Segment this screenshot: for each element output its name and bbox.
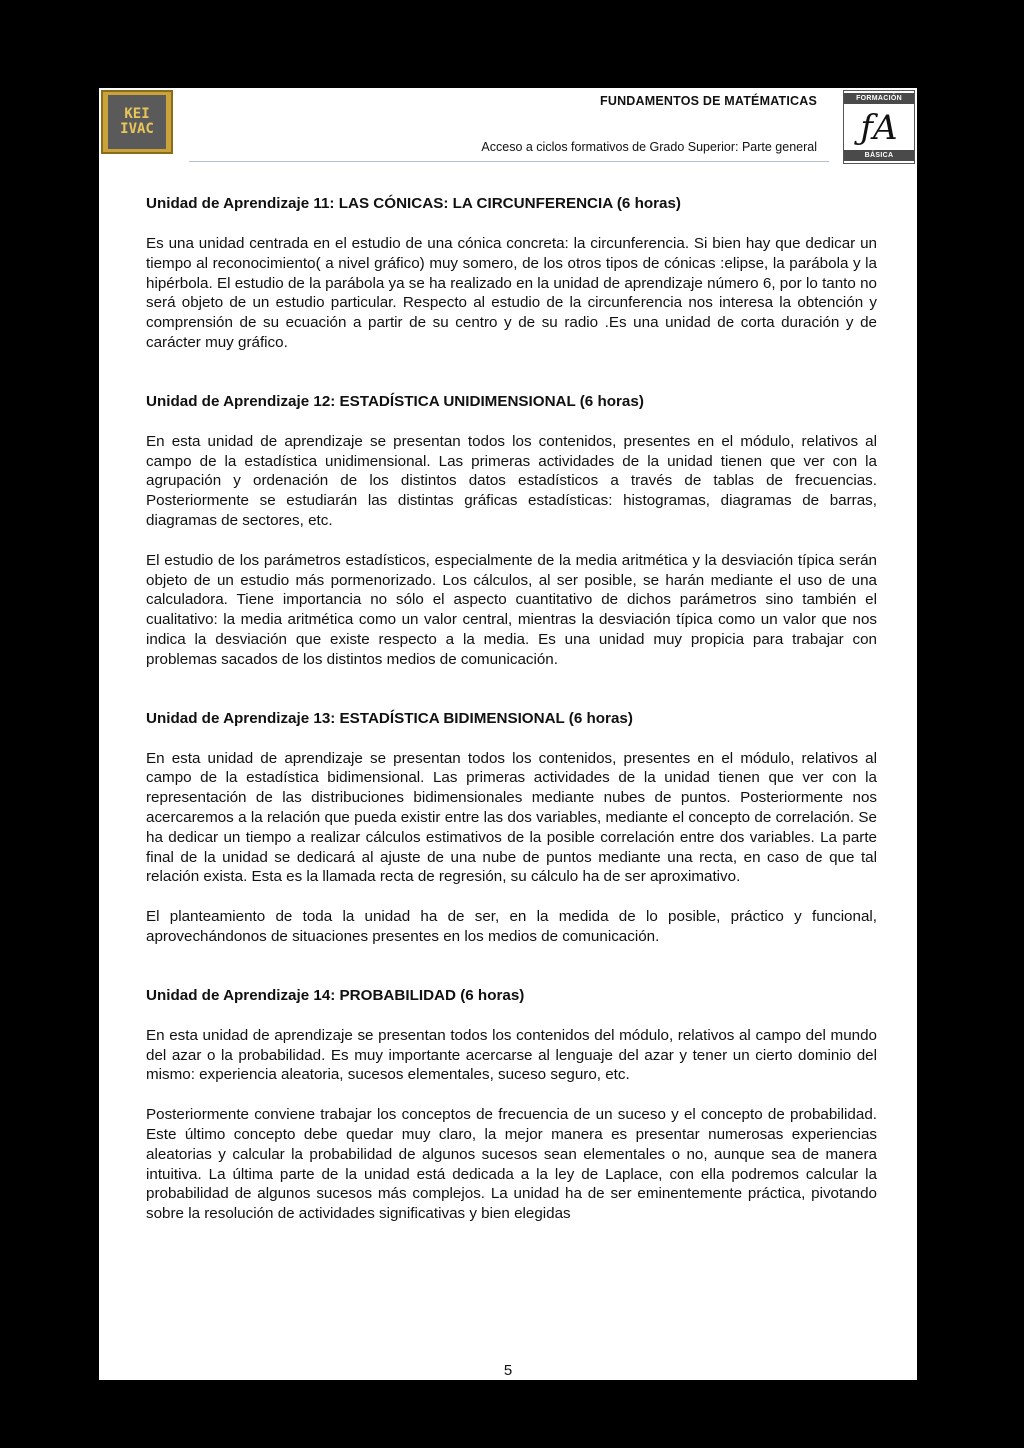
page-number: 5 — [503, 1362, 513, 1379]
section-heading-13: Unidad de Aprendizaje 13: ESTADÍSTICA BIDIMENSIONAL (6 horas) — [146, 709, 633, 727]
logo-left-inner — [108, 95, 166, 149]
section-heading-12: Unidad de Aprendizaje 12: ESTADÍSTICA UNIDIMENSIONAL (6 horas) — [146, 392, 644, 410]
institution-logo-left — [101, 90, 173, 154]
logo-right-bottom-label: BÁSICA — [844, 150, 914, 161]
section-heading-11: Unidad de Aprendizaje 11: LAS CÓNICAS: LA CIRCUNFERENCIA (6 horas) — [146, 195, 681, 212]
section-14-paragraph-2: Posteriormente conviene trabajar los conceptos de frecuencia de un suceso y el concepto de probabilidad. Este último concepto debe quedar muy claro, la mejor manera es presentar numerosas experiencias aleatorias y calcular la probabilidad de algunos sucesos sean elementales o no, aunque sea de manera intuitiva. La última parte de la unidad está dedicada a la ley de Laplace, con ella podremos calcular la probabilidad de algunos sucesos más complejos. La unidad ha de ser eminentemente práctica, pivotando sobre la resolución de actividades significativas y bien elegidas — [146, 1106, 877, 1223]
section-13-paragraph-2: El planteamiento de toda la unidad ha de ser, en la medida de lo posible, práctico y funcional, aprovechándonos de situaciones presentes en los medios de comunicación. — [146, 908, 877, 945]
logo-left-line-1: KEI — [124, 106, 150, 122]
document-page — [99, 88, 917, 1380]
section-13-paragraph-1: En esta unidad de aprendizaje se presentan todos los contenidos, presentes en el módulo, relativos al campo de la estadística bidimensional. Las primeras actividades de la unidad tienen que ver con la representación de las distribuciones bidimensionales mediante nubes de puntos. Posteriormente nos acercaremos a la relación que pueda existir entre las dos variables, mediante el concepto de correlación. Se ha dedicar un tiempo a realizar cálculos estimativos de la posible correlación entre dos variables. La parte final de la unidad se dedicará al ajuste de una nube de puntos mediante una recta, en caso de que tal relación exista. Esta es la llamada recta de regresión, su cálculo ha de ser aproximativo. — [146, 749, 877, 886]
section-11-paragraph-1: Es una unidad centrada en el estudio de una cónica concreta: la circunferencia. Si bien hay que dedicar un tiempo al reconocimiento( a nivel gráfico) muy somero, de los otros tipos de cónicas :elipse, la parábola y la hipérbola. El estudio de la parábola ya se ha realizado en la unidad de aprendizaje número 6, por lo tanto no será objeto de un estudio particular. Respecto al estudio de la circunferencia nos interesa la obtención y comprensión de su ecuación a partir de su centro y de su radio .Es una unidad de corta duración y de carácter muy gráfico. — [146, 235, 877, 351]
document-body — [146, 194, 877, 1224]
header-title: FUNDAMENTOS DE MATÉMATICAS — [600, 94, 817, 108]
formacion-basica-logo — [843, 90, 915, 164]
section-12-paragraph-2: El estudio de los parámetros estadísticos, especialmente de la media aritmética y la desviación típica serán objeto de un estudio más pormenorizado. Los cálculos, al ser posible, se harán mediante el uso de una calculadora. Tiene importancia no sólo el aspecto cuantitativo de dichos parámetros sino también el cualitativo: la media aritmética como un valor central, mientras la desviación típica como un valor que nos indica la desviación que existe respecto a la media. Es una unidad muy propicia para trabajar con problemas sacados de los distintos medios de comunicación. — [146, 551, 877, 668]
header-divider — [189, 161, 829, 162]
header-subtitle: Acceso a ciclos formativos de Grado Superior: Parte general — [481, 140, 817, 154]
logo-right-mark: ƒA — [860, 108, 898, 148]
section-12-paragraph-1: En esta unidad de aprendizaje se presentan todos los contenidos, presentes en el módulo, relativos al campo de la estadística unidimensional. Las primeras actividades de la unidad tienen que ver con la agrupación y ordenación de los distintos datos estadísticos a través de tablas de frecuencias. Posteriormente se estudiarán las distintas gráficas estadísticas: histogramas, diagramas de barras, diagramas de sectores, etc. — [146, 432, 877, 529]
logo-right-top-label: FORMACIÓN — [844, 93, 914, 104]
logo-left-line-2: IVAC — [120, 121, 154, 137]
section-heading-14: Unidad de Aprendizaje 14: PROBABILIDAD (6 horas) — [146, 986, 525, 1004]
section-14-paragraph-1: En esta unidad de aprendizaje se presentan todos los contenidos del módulo, relativos al campo del mundo del azar o la probabilidad. Es muy importante acercarse al lenguaje del azar y tener un cierto dominio del mismo: experiencia aleatoria, sucesos elementales, suceso seguro, etc. — [146, 1026, 877, 1084]
